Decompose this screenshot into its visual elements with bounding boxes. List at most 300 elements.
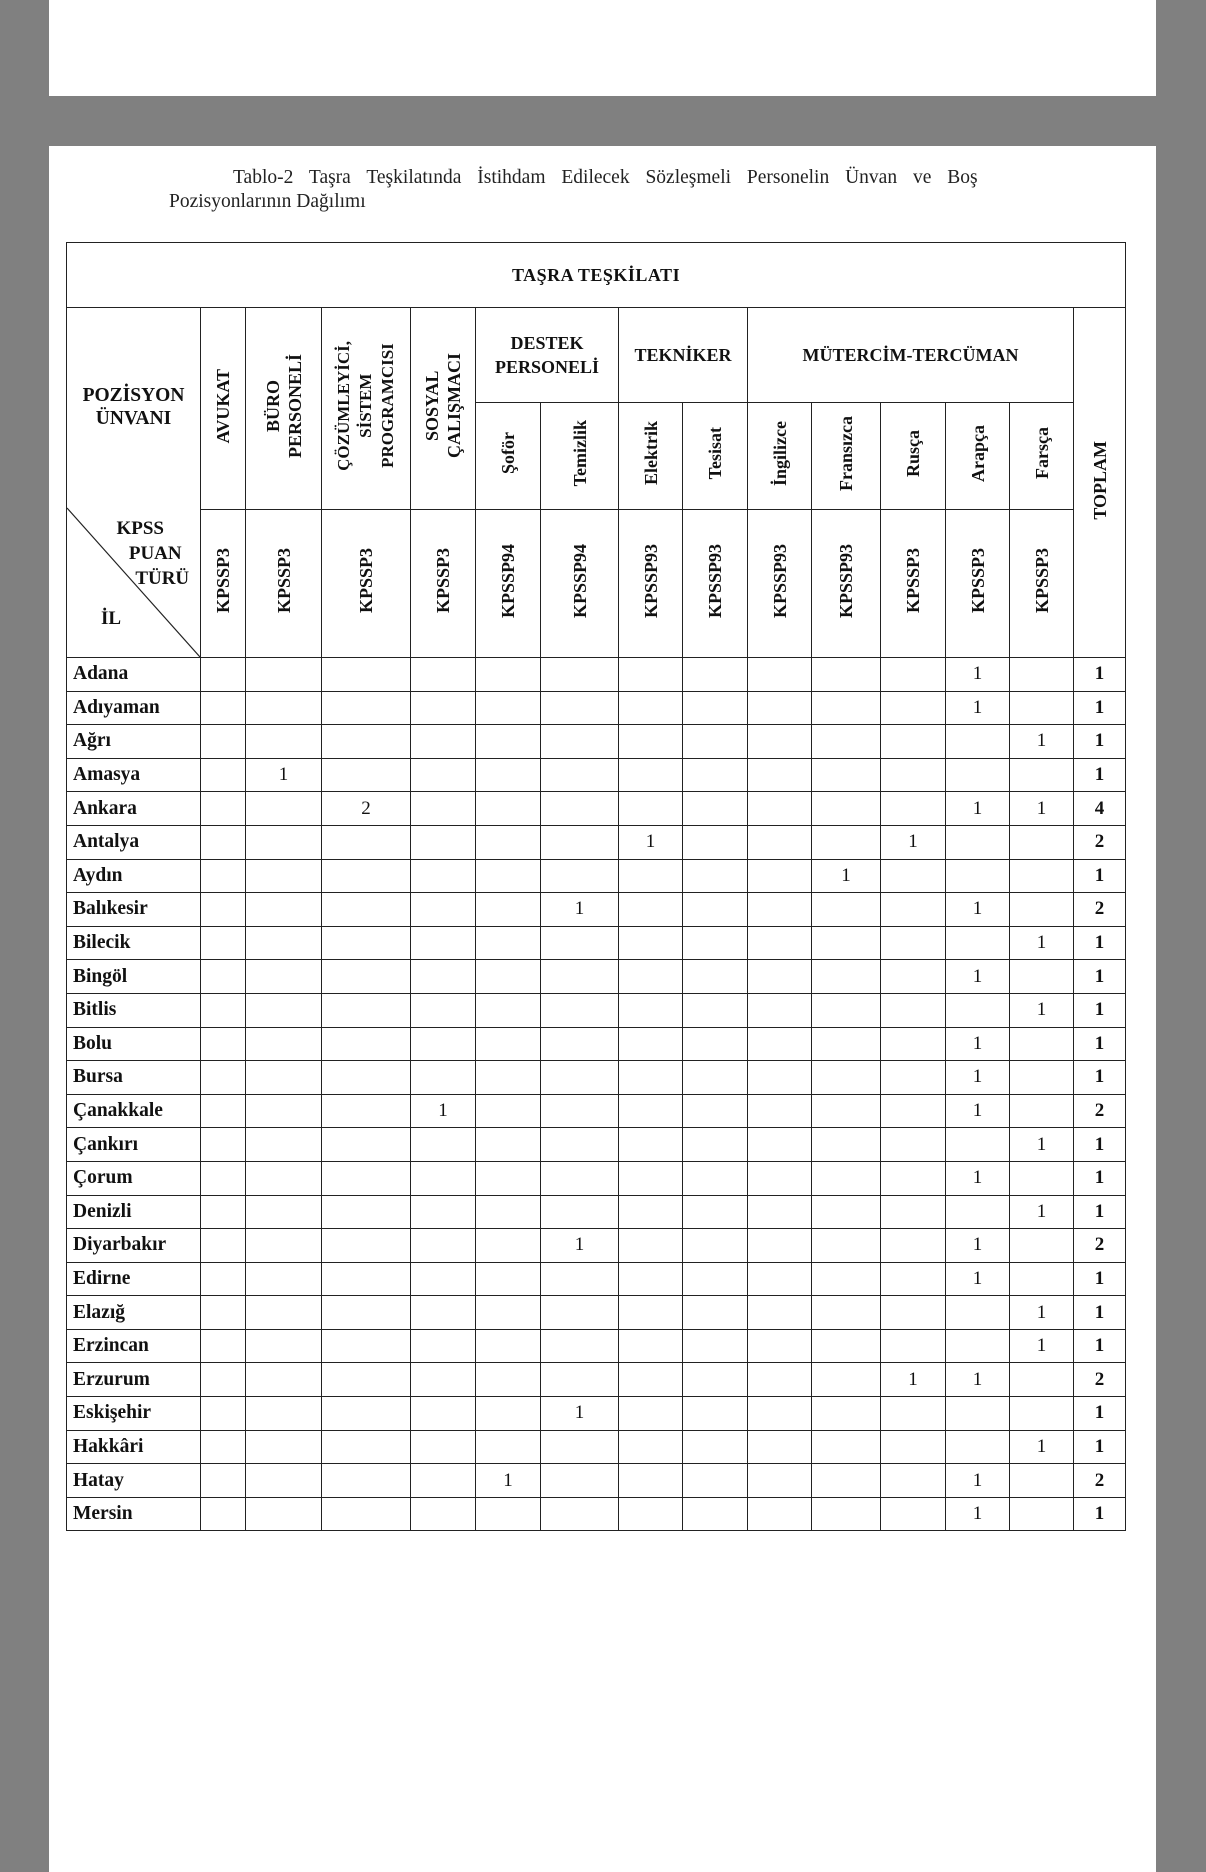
- value-cell: [1010, 825, 1074, 859]
- table-row: [67, 993, 1126, 1027]
- kpss-type-text: KPSSP93: [836, 543, 856, 618]
- value-cell: [881, 1497, 946, 1531]
- value-cell: [683, 1128, 748, 1162]
- value-cell: [246, 1027, 322, 1061]
- value-cell: [322, 1128, 411, 1162]
- value-cell: 1: [946, 691, 1010, 725]
- value-cell: [748, 1094, 812, 1128]
- value-cell: 2: [322, 792, 411, 826]
- value-cell: [201, 1397, 246, 1431]
- value-cell: [201, 1430, 246, 1464]
- value-cell: [881, 1430, 946, 1464]
- value-cell: [881, 926, 946, 960]
- ingilizce-text: İngilizce: [769, 420, 790, 486]
- value-cell: [812, 1161, 881, 1195]
- value-cell: [476, 658, 541, 692]
- value-cell: [322, 1195, 411, 1229]
- value-cell: [619, 792, 683, 826]
- value-cell: [411, 1262, 476, 1296]
- value-cell: [322, 1094, 411, 1128]
- value-cell: [476, 1027, 541, 1061]
- value-cell: [812, 1296, 881, 1330]
- value-cell: [476, 691, 541, 725]
- value-cell: [322, 1497, 411, 1531]
- kpss-type-cell: [322, 509, 411, 657]
- value-cell: [201, 1262, 246, 1296]
- value-cell: [541, 691, 619, 725]
- table-row: [67, 1296, 1126, 1330]
- value-cell: [946, 725, 1010, 759]
- arapca-text: Arapça: [967, 424, 988, 482]
- distribution-table: [66, 242, 1126, 1531]
- value-cell: [619, 658, 683, 692]
- total-cell: 1: [1074, 1430, 1126, 1464]
- sofor-text: Şoför: [498, 432, 518, 475]
- value-cell: [683, 758, 748, 792]
- value-cell: 1: [1010, 1329, 1074, 1363]
- value-cell: [619, 1262, 683, 1296]
- total-cell: 1: [1074, 1195, 1126, 1229]
- value-cell: [1010, 1027, 1074, 1061]
- value-cell: [541, 1497, 619, 1531]
- value-cell: [881, 792, 946, 826]
- value-cell: [541, 1094, 619, 1128]
- value-cell: [411, 960, 476, 994]
- temizlik-text: Temizlik: [569, 420, 590, 487]
- value-cell: [748, 1229, 812, 1263]
- caption-line-2: Pozisyonlarının Dağılımı: [169, 191, 366, 212]
- kpss-type-text: KPSSP93: [705, 543, 725, 618]
- total-cell: 1: [1074, 859, 1126, 893]
- total-cell: 1: [1074, 993, 1126, 1027]
- value-cell: [1010, 758, 1074, 792]
- value-cell: 1: [1010, 926, 1074, 960]
- value-cell: [201, 1229, 246, 1263]
- value-cell: [476, 1229, 541, 1263]
- value-cell: [246, 926, 322, 960]
- tesisat-text: Tesisat: [705, 427, 725, 480]
- value-cell: [881, 993, 946, 1027]
- value-cell: [411, 1497, 476, 1531]
- value-cell: [541, 960, 619, 994]
- value-cell: [322, 1430, 411, 1464]
- value-cell: 1: [1010, 792, 1074, 826]
- col-avukat: [201, 308, 246, 510]
- value-cell: [246, 1061, 322, 1095]
- kpss-type-text: KPSSP3: [273, 548, 294, 614]
- value-cell: [881, 960, 946, 994]
- value-cell: [1010, 691, 1074, 725]
- value-cell: [476, 993, 541, 1027]
- total-cell: 1: [1074, 1161, 1126, 1195]
- value-cell: [748, 1363, 812, 1397]
- value-cell: [476, 1497, 541, 1531]
- total-cell: 2: [1074, 1094, 1126, 1128]
- value-cell: [322, 691, 411, 725]
- value-cell: [946, 1329, 1010, 1363]
- value-cell: [812, 758, 881, 792]
- value-cell: [683, 1430, 748, 1464]
- value-cell: [322, 1329, 411, 1363]
- table-row: [67, 960, 1126, 994]
- value-cell: [246, 859, 322, 893]
- value-cell: [1010, 1061, 1074, 1095]
- value-cell: [322, 1363, 411, 1397]
- value-cell: [812, 725, 881, 759]
- city-cell: Adana: [67, 658, 201, 692]
- value-cell: [246, 1464, 322, 1498]
- value-cell: [411, 1363, 476, 1397]
- value-cell: [411, 1430, 476, 1464]
- value-cell: [748, 1397, 812, 1431]
- value-cell: [748, 993, 812, 1027]
- value-cell: [812, 1128, 881, 1162]
- value-cell: [812, 825, 881, 859]
- value-cell: [322, 859, 411, 893]
- value-cell: [619, 926, 683, 960]
- data-body: [67, 658, 1126, 1531]
- value-cell: [683, 1497, 748, 1531]
- value-cell: [619, 691, 683, 725]
- cozumleyici-text: ÇÖZÜMLEYİCİ, SİSTEM PROGRAMCISI: [334, 340, 397, 471]
- table-row: [67, 792, 1126, 826]
- buro-text: BÜRO PERSONELİ: [262, 353, 305, 458]
- total-cell: 1: [1074, 691, 1126, 725]
- value-cell: [683, 960, 748, 994]
- value-cell: [619, 1128, 683, 1162]
- value-cell: [411, 1195, 476, 1229]
- value-cell: [201, 993, 246, 1027]
- city-cell: Adıyaman: [67, 691, 201, 725]
- table-row: [67, 825, 1126, 859]
- total-cell: 2: [1074, 1363, 1126, 1397]
- value-cell: [541, 926, 619, 960]
- value-cell: [476, 960, 541, 994]
- value-cell: [683, 725, 748, 759]
- total-cell: 1: [1074, 960, 1126, 994]
- value-cell: 1: [541, 893, 619, 927]
- value-cell: [201, 1027, 246, 1061]
- city-cell: Edirne: [67, 1262, 201, 1296]
- kpss-type-cell: [246, 509, 322, 657]
- value-cell: [201, 1464, 246, 1498]
- total-cell: 1: [1074, 1128, 1126, 1162]
- kpss-type-cell: [683, 509, 748, 657]
- value-cell: [812, 658, 881, 692]
- table-row: [67, 1363, 1126, 1397]
- table-row: [67, 691, 1126, 725]
- value-cell: [411, 1027, 476, 1061]
- value-cell: [541, 1161, 619, 1195]
- total-cell: 1: [1074, 926, 1126, 960]
- value-cell: [1010, 658, 1074, 692]
- value-cell: [411, 825, 476, 859]
- value-cell: [476, 1329, 541, 1363]
- total-cell: 2: [1074, 825, 1126, 859]
- value-cell: [1010, 960, 1074, 994]
- value-cell: [748, 1329, 812, 1363]
- value-cell: [619, 1329, 683, 1363]
- table-row: [67, 1027, 1126, 1061]
- value-cell: 1: [1010, 1195, 1074, 1229]
- table-row: [67, 725, 1126, 759]
- value-cell: 1: [946, 1061, 1010, 1095]
- kpss-type-cell: [476, 509, 541, 657]
- value-cell: [748, 1430, 812, 1464]
- kpss-text: KPSS: [116, 518, 164, 539]
- value-cell: [201, 792, 246, 826]
- city-cell: Çankırı: [67, 1128, 201, 1162]
- kpss-type-text: KPSSP3: [433, 548, 453, 614]
- total-cell: 1: [1074, 1497, 1126, 1531]
- col-cozumleyici: [322, 308, 411, 510]
- value-cell: 1: [246, 758, 322, 792]
- table-row: [67, 1464, 1126, 1498]
- value-cell: [201, 859, 246, 893]
- value-cell: [411, 1061, 476, 1095]
- value-cell: [881, 1262, 946, 1296]
- value-cell: [476, 825, 541, 859]
- table-row: [67, 1195, 1126, 1229]
- value-cell: [322, 825, 411, 859]
- value-cell: [881, 1027, 946, 1061]
- value-cell: [476, 1296, 541, 1330]
- value-cell: [201, 1497, 246, 1531]
- value-cell: [246, 1329, 322, 1363]
- value-cell: 1: [476, 1464, 541, 1498]
- value-cell: [748, 960, 812, 994]
- value-cell: [748, 1464, 812, 1498]
- value-cell: [619, 725, 683, 759]
- total-cell: 1: [1074, 1262, 1126, 1296]
- total-cell: 1: [1074, 1061, 1126, 1095]
- total-cell: 1: [1074, 758, 1126, 792]
- value-cell: [619, 758, 683, 792]
- value-cell: [201, 1061, 246, 1095]
- value-cell: 1: [1010, 1128, 1074, 1162]
- col-elektrik: [619, 403, 683, 509]
- col-sosyal-calismaci: [411, 308, 476, 510]
- table-row: [67, 1329, 1126, 1363]
- value-cell: 1: [946, 960, 1010, 994]
- col-temizlik: [541, 403, 619, 509]
- value-cell: [683, 1262, 748, 1296]
- table-title: TAŞRA TEŞKİLATI: [67, 243, 1126, 308]
- value-cell: [619, 1061, 683, 1095]
- value-cell: [541, 1195, 619, 1229]
- value-cell: [683, 1229, 748, 1263]
- city-cell: Ağrı: [67, 725, 201, 759]
- unvani-text: ÜNVANI: [95, 408, 172, 429]
- value-cell: [619, 893, 683, 927]
- value-cell: [411, 1229, 476, 1263]
- value-cell: [541, 758, 619, 792]
- value-cell: 1: [946, 1229, 1010, 1263]
- caption-line-1: Tablo-2 Taşra Teşkilatında İstihdam Edilecek Sözleşmeli Personelin Ünvan ve Boş: [233, 167, 978, 188]
- value-cell: [201, 725, 246, 759]
- value-cell: [683, 1296, 748, 1330]
- value-cell: [748, 758, 812, 792]
- value-cell: [322, 658, 411, 692]
- value-cell: [322, 758, 411, 792]
- value-cell: [946, 859, 1010, 893]
- value-cell: [476, 1061, 541, 1095]
- col-arapca: [946, 403, 1010, 509]
- value-cell: [812, 926, 881, 960]
- value-cell: [619, 1296, 683, 1330]
- table-row: [67, 893, 1126, 927]
- total-cell: 1: [1074, 1027, 1126, 1061]
- kpss-type-cell: [411, 509, 476, 657]
- value-cell: [201, 1329, 246, 1363]
- kpss-type-text: KPSSP3: [213, 548, 233, 614]
- pozisyon-text: POZİSYON: [82, 385, 185, 406]
- value-cell: [246, 658, 322, 692]
- total-cell: 2: [1074, 893, 1126, 927]
- kpss-type-cell: [541, 509, 619, 657]
- value-cell: [881, 1464, 946, 1498]
- value-cell: [812, 1430, 881, 1464]
- value-cell: [683, 926, 748, 960]
- value-cell: 1: [946, 1094, 1010, 1128]
- value-cell: [881, 1329, 946, 1363]
- value-cell: 1: [1010, 1430, 1074, 1464]
- value-cell: [322, 1027, 411, 1061]
- value-cell: [619, 1229, 683, 1263]
- value-cell: [246, 1161, 322, 1195]
- value-cell: [476, 1430, 541, 1464]
- city-cell: Aydın: [67, 859, 201, 893]
- value-cell: [246, 691, 322, 725]
- kpss-type-text: KPSSP3: [903, 548, 923, 614]
- value-cell: [201, 1128, 246, 1162]
- value-cell: [619, 1094, 683, 1128]
- value-cell: [748, 1195, 812, 1229]
- value-cell: [683, 691, 748, 725]
- value-cell: [881, 859, 946, 893]
- value-cell: 1: [946, 1161, 1010, 1195]
- value-cell: 1: [946, 1497, 1010, 1531]
- value-cell: [246, 1430, 322, 1464]
- value-cell: [322, 1397, 411, 1431]
- value-cell: [476, 926, 541, 960]
- value-cell: [946, 1430, 1010, 1464]
- value-cell: [322, 1262, 411, 1296]
- value-cell: [322, 1061, 411, 1095]
- toplam-text: TOPLAM: [1089, 440, 1110, 520]
- value-cell: [1010, 1397, 1074, 1431]
- city-cell: Balıkesir: [67, 893, 201, 927]
- value-cell: [476, 859, 541, 893]
- value-cell: [322, 960, 411, 994]
- kpss-type-text: KPSSP93: [769, 543, 790, 618]
- value-cell: [748, 691, 812, 725]
- document-page: [49, 146, 1156, 1872]
- col-rusca: [881, 403, 946, 509]
- group-mutercim-tercuman: MÜTERCİM-TERCÜMAN: [748, 308, 1074, 403]
- value-cell: [201, 1363, 246, 1397]
- col-tesisat: [683, 403, 748, 509]
- value-cell: [812, 1363, 881, 1397]
- value-cell: [812, 960, 881, 994]
- col-fransizca: [812, 403, 881, 509]
- value-cell: [946, 1397, 1010, 1431]
- value-cell: [748, 1061, 812, 1095]
- value-cell: [619, 1430, 683, 1464]
- farsca-text: Farsça: [1031, 427, 1052, 480]
- value-cell: [881, 1229, 946, 1263]
- value-cell: [881, 1195, 946, 1229]
- turu-text: TÜRÜ: [135, 568, 190, 589]
- col-ingilizce: [748, 403, 812, 509]
- value-cell: 1: [946, 1027, 1010, 1061]
- kpss-type-cell: [201, 509, 246, 657]
- value-cell: [246, 1363, 322, 1397]
- value-cell: 1: [541, 1397, 619, 1431]
- value-cell: [246, 1262, 322, 1296]
- value-cell: [201, 758, 246, 792]
- diagonal-divider: [67, 308, 200, 657]
- value-cell: [812, 1464, 881, 1498]
- value-cell: [246, 1497, 322, 1531]
- value-cell: 1: [946, 1262, 1010, 1296]
- value-cell: [946, 758, 1010, 792]
- total-cell: 1: [1074, 1397, 1126, 1431]
- fransizca-text: Fransızca: [836, 415, 856, 491]
- value-cell: [619, 960, 683, 994]
- value-cell: [541, 1296, 619, 1330]
- value-cell: 1: [812, 859, 881, 893]
- value-cell: [541, 1464, 619, 1498]
- value-cell: [748, 1262, 812, 1296]
- value-cell: [619, 859, 683, 893]
- value-cell: [812, 1397, 881, 1431]
- value-cell: [246, 1296, 322, 1330]
- kpss-type-cell: [881, 509, 946, 657]
- value-cell: [541, 1061, 619, 1095]
- value-cell: [246, 1094, 322, 1128]
- value-cell: [683, 1161, 748, 1195]
- value-cell: [812, 792, 881, 826]
- value-cell: [1010, 1464, 1074, 1498]
- value-cell: [411, 859, 476, 893]
- value-cell: [946, 1296, 1010, 1330]
- value-cell: 1: [946, 1464, 1010, 1498]
- value-cell: [246, 792, 322, 826]
- city-cell: Hakkâri: [67, 1430, 201, 1464]
- value-cell: [322, 993, 411, 1027]
- puan-text: PUAN: [128, 543, 182, 564]
- previous-page-bottom: [49, 0, 1156, 96]
- kpss-type-label: [116, 516, 194, 591]
- value-cell: [748, 926, 812, 960]
- value-cell: [683, 658, 748, 692]
- value-cell: [619, 993, 683, 1027]
- value-cell: 1: [946, 1363, 1010, 1397]
- value-cell: [476, 893, 541, 927]
- value-cell: [619, 1195, 683, 1229]
- kpss-type-text: KPSSP3: [356, 548, 376, 614]
- value-cell: [541, 1430, 619, 1464]
- value-cell: [881, 1094, 946, 1128]
- value-cell: [201, 926, 246, 960]
- total-cell: 4: [1074, 792, 1126, 826]
- value-cell: [246, 993, 322, 1027]
- table-row: [67, 1128, 1126, 1162]
- value-cell: [748, 825, 812, 859]
- value-cell: [322, 1229, 411, 1263]
- value-cell: [476, 792, 541, 826]
